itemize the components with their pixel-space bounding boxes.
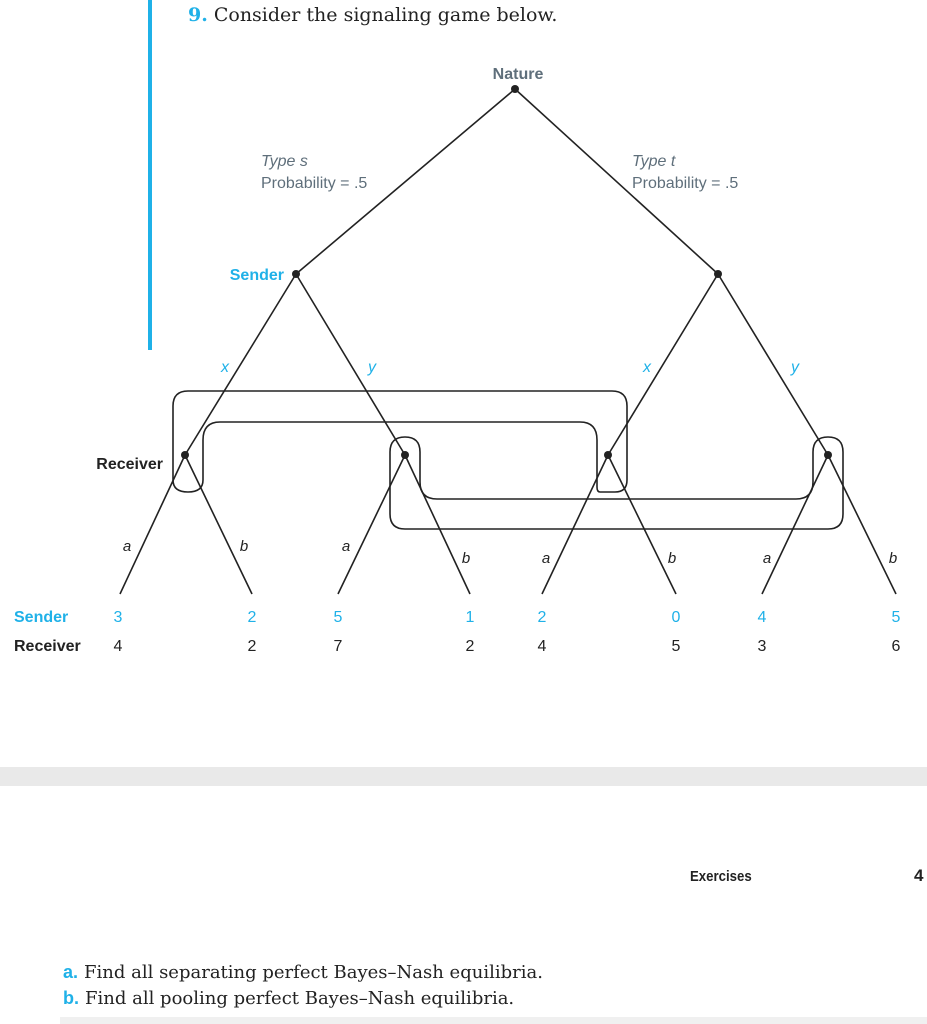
receiver-node-1 xyxy=(181,451,189,459)
edge-r2-b xyxy=(405,455,470,594)
action-r3-b: b xyxy=(667,550,677,567)
type-s-name: Type s xyxy=(261,153,308,170)
payoff-sender-6: 0 xyxy=(671,609,681,626)
page-divider xyxy=(0,767,927,786)
payoff-label-sender: Sender xyxy=(14,609,69,626)
payoff-sender-7: 4 xyxy=(757,609,767,626)
action-s-y: y xyxy=(368,359,376,376)
edge-r3-b xyxy=(608,455,676,594)
action-r2-b: b xyxy=(461,550,471,567)
sender-node-s xyxy=(292,270,300,278)
payoff-receiver-8: 6 xyxy=(891,638,901,655)
edge-sender-t-y xyxy=(718,274,828,455)
edge-r2-a xyxy=(338,455,405,594)
edge-r3-a xyxy=(542,455,608,594)
question-b-text: Find all pooling perfect Bayes–Nash equilibria. xyxy=(85,988,515,1009)
payoff-sender-5: 2 xyxy=(537,609,547,626)
running-footer-section: Exercises xyxy=(690,868,752,885)
question-a-letter: a. xyxy=(63,962,79,982)
payoff-receiver-2: 2 xyxy=(247,638,257,655)
sender-node-label: Sender xyxy=(229,267,284,284)
payoff-receiver-4: 2 xyxy=(465,638,475,655)
action-s-x: x xyxy=(221,359,229,376)
action-t-x: x xyxy=(643,359,651,376)
payoff-receiver-6: 5 xyxy=(671,638,681,655)
sender-node-t xyxy=(714,270,722,278)
payoff-label-receiver: Receiver xyxy=(14,638,81,655)
edge-sender-s-x xyxy=(185,274,296,455)
question-b-letter: b. xyxy=(63,988,79,1008)
nature-node xyxy=(511,85,519,93)
edge-r1-a xyxy=(120,455,185,594)
action-r4-b: b xyxy=(888,550,898,567)
payoff-receiver-5: 4 xyxy=(537,638,547,655)
type-t-probability: Probability = .5 xyxy=(632,175,739,192)
receiver-node-label: Receiver xyxy=(96,456,163,473)
action-t-y: y xyxy=(791,359,799,376)
payoff-receiver-3: 7 xyxy=(333,638,343,655)
payoff-receiver-1: 4 xyxy=(113,638,123,655)
edge-r1-b xyxy=(185,455,252,594)
page-number: 4 xyxy=(914,866,924,885)
question-b xyxy=(63,988,514,1009)
action-r1-b: b xyxy=(239,538,249,555)
payoff-receiver-7: 3 xyxy=(757,638,767,655)
question-a-text: Find all separating perfect Bayes–Nash equilibria. xyxy=(84,962,543,983)
action-r1-a: a xyxy=(122,538,132,555)
receiver-node-3 xyxy=(604,451,612,459)
problem-text: Consider the signaling game below. xyxy=(213,4,558,26)
problem-number: 9. xyxy=(188,4,208,26)
nature-label: Nature xyxy=(492,66,544,83)
type-t-name: Type t xyxy=(632,153,676,170)
type-s-probability: Probability = .5 xyxy=(261,175,368,192)
action-r2-a: a xyxy=(341,538,351,555)
edge-sender-t-x xyxy=(608,274,718,455)
action-r3-a: a xyxy=(541,550,551,567)
edge-sender-s-y xyxy=(296,274,405,455)
question-a xyxy=(63,962,543,983)
payoff-sender-3: 5 xyxy=(333,609,343,626)
next-line-cutoff xyxy=(60,1017,927,1024)
receiver-node-4 xyxy=(824,451,832,459)
payoff-sender-2: 2 xyxy=(247,609,257,626)
info-set-y xyxy=(390,437,843,529)
edge-r4-a xyxy=(762,455,828,594)
receiver-node-2 xyxy=(401,451,409,459)
info-set-x xyxy=(173,391,627,492)
payoff-sender-4: 1 xyxy=(465,609,475,626)
action-r4-a: a xyxy=(762,550,772,567)
payoff-sender-1: 3 xyxy=(113,609,123,626)
edge-r4-b xyxy=(828,455,896,594)
payoff-sender-8: 5 xyxy=(891,609,901,626)
